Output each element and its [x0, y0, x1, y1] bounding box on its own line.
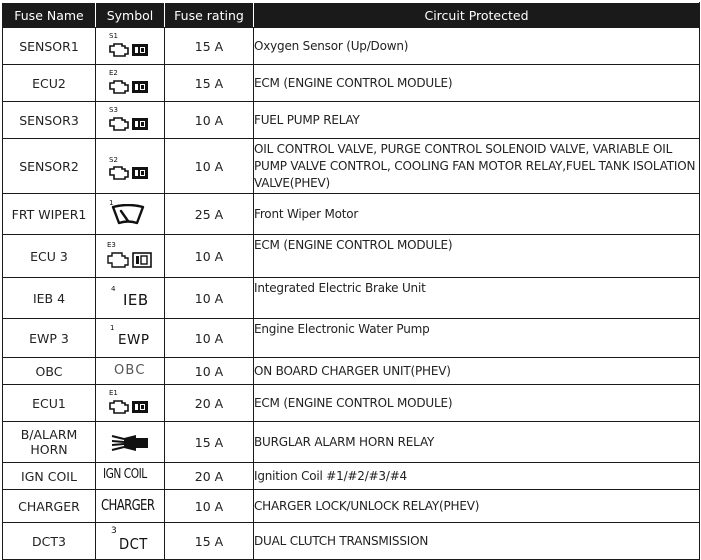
fuse-table	[2, 2, 700, 560]
fuse-rating: 10 A	[165, 235, 254, 278]
symbol-text: IGN COIL	[103, 467, 147, 482]
circuit-protected: CHARGER LOCK/UNLOCK RELAY(PHEV)	[254, 490, 700, 523]
fuse-symbol	[96, 358, 165, 385]
fuse-symbol	[96, 523, 165, 560]
symbol-superscript: 1	[109, 199, 114, 207]
header-fuse-rating: Fuse rating	[165, 3, 254, 28]
fuse-symbol	[96, 422, 165, 463]
table-row	[3, 319, 700, 358]
fuse-rating: 10 A	[165, 139, 254, 194]
alarm-horn-icon	[110, 433, 152, 453]
fuse-name: ECU1	[3, 385, 96, 422]
fuse-rating: 15 A	[165, 65, 254, 102]
fuse-symbol	[96, 65, 165, 102]
table-row	[3, 385, 700, 422]
engine-sensor-icon	[108, 114, 152, 132]
fuse-name: SENSOR1	[3, 28, 96, 65]
fuse-name: ECU2	[3, 65, 96, 102]
circuit-protected: FUEL PUMP RELAY	[254, 102, 700, 139]
fuse-rating: 10 A	[165, 102, 254, 139]
fuse-name: IEB 4	[3, 278, 96, 319]
symbol-superscript: 1	[110, 324, 115, 332]
fuse-symbol	[96, 102, 165, 139]
fuse-rating: 10 A	[165, 319, 254, 358]
table-row	[3, 278, 700, 319]
circuit-protected: Integrated Electric Brake Unit	[254, 278, 700, 319]
table-row	[3, 463, 700, 490]
table-row	[3, 490, 700, 523]
circuit-protected: DUAL CLUTCH TRANSMISSION	[254, 523, 700, 560]
circuit-protected: ON BOARD CHARGER UNIT(PHEV)	[254, 358, 700, 385]
fuse-rating: 15 A	[165, 523, 254, 560]
symbol-superscript: S2	[109, 156, 118, 164]
fuse-name: ECU 3	[3, 235, 96, 278]
fuse-rating: 15 A	[165, 28, 254, 65]
fuse-symbol	[96, 463, 165, 490]
circuit-protected: ECM (ENGINE CONTROL MODULE)	[254, 65, 700, 102]
fuse-rating: 20 A	[165, 385, 254, 422]
header-circuit-protected: Circuit Protected	[254, 3, 700, 28]
fuse-symbol	[96, 385, 165, 422]
fuse-name: CHARGER	[3, 490, 96, 523]
symbol-text: CHARGER	[101, 496, 155, 514]
circuit-protected: Oxygen Sensor (Up/Down)	[254, 28, 700, 65]
symbol-superscript: 3	[111, 526, 117, 536]
engine-ecu-icon	[108, 77, 152, 95]
fuse-symbol	[96, 490, 165, 523]
fuse-rating: 10 A	[165, 278, 254, 319]
fuse-rating: 15 A	[165, 422, 254, 463]
engine-sensor-icon	[108, 163, 152, 181]
symbol-superscript: S3	[109, 106, 118, 114]
circuit-protected: Ignition Coil #1/#2/#3/#4	[254, 463, 700, 490]
symbol-superscript: S1	[109, 32, 118, 40]
header-symbol: Symbol	[96, 3, 165, 28]
circuit-protected: ECM (ENGINE CONTROL MODULE)	[254, 385, 700, 422]
fuse-name: DCT3	[3, 523, 96, 560]
fuse-rating: 10 A	[165, 490, 254, 523]
circuit-protected: OIL CONTROL VALVE, PURGE CONTROL SOLENOID VALVE, VARIABLE OIL PUMP VALVE CONTROL, COOLING FAN MOTOR RELAY,FUEL TANK ISOLATION VALVE(PHEV)	[254, 139, 700, 194]
fuse-name: FRT WIPER1	[3, 194, 96, 235]
fuse-name: IGN COIL	[3, 463, 96, 490]
fuse-rating: 25 A	[165, 194, 254, 235]
header-row	[3, 3, 700, 28]
windshield-wiper-icon	[110, 204, 146, 226]
fuse-name: SENSOR2	[3, 139, 96, 194]
table-row	[3, 65, 700, 102]
fuse-symbol	[96, 28, 165, 65]
table-row	[3, 194, 700, 235]
table-row	[3, 523, 700, 560]
fuse-rating: 10 A	[165, 358, 254, 385]
table-row	[3, 28, 700, 65]
circuit-protected: BURGLAR ALARM HORN RELAY	[254, 422, 700, 463]
table-row	[3, 235, 700, 278]
symbol-superscript: 4	[111, 285, 116, 293]
engine-ecu-icon	[108, 397, 152, 415]
fuse-rating: 20 A	[165, 463, 254, 490]
fuse-name: EWP 3	[3, 319, 96, 358]
engine-sensor-icon	[108, 40, 152, 58]
circuit-protected: ECM (ENGINE CONTROL MODULE)	[254, 235, 700, 278]
table-row	[3, 102, 700, 139]
fuse-symbol	[96, 235, 165, 278]
table-row	[3, 139, 700, 194]
symbol-text: OBC	[114, 363, 146, 378]
symbol-text: EWP	[118, 332, 150, 348]
fuse-name: OBC	[3, 358, 96, 385]
fuse-symbol	[96, 139, 165, 194]
table-row	[3, 422, 700, 463]
fuse-symbol	[96, 278, 165, 319]
circuit-protected: Engine Electronic Water Pump	[254, 319, 700, 358]
symbol-superscript: E1	[109, 389, 118, 397]
symbol-text: IEB	[123, 291, 149, 309]
table-row	[3, 358, 700, 385]
circuit-protected: Front Wiper Motor	[254, 194, 700, 235]
fuse-name: SENSOR3	[3, 102, 96, 139]
header-fuse-name: Fuse Name	[3, 3, 96, 28]
symbol-superscript: E2	[109, 69, 118, 77]
symbol-text: DCT	[119, 535, 148, 553]
fuse-symbol	[96, 194, 165, 235]
symbol-superscript: E3	[107, 241, 116, 249]
fuse-symbol	[96, 319, 165, 358]
fuse-name: B/ALARM HORN	[3, 422, 96, 463]
engine-ecu-icon	[106, 250, 154, 270]
